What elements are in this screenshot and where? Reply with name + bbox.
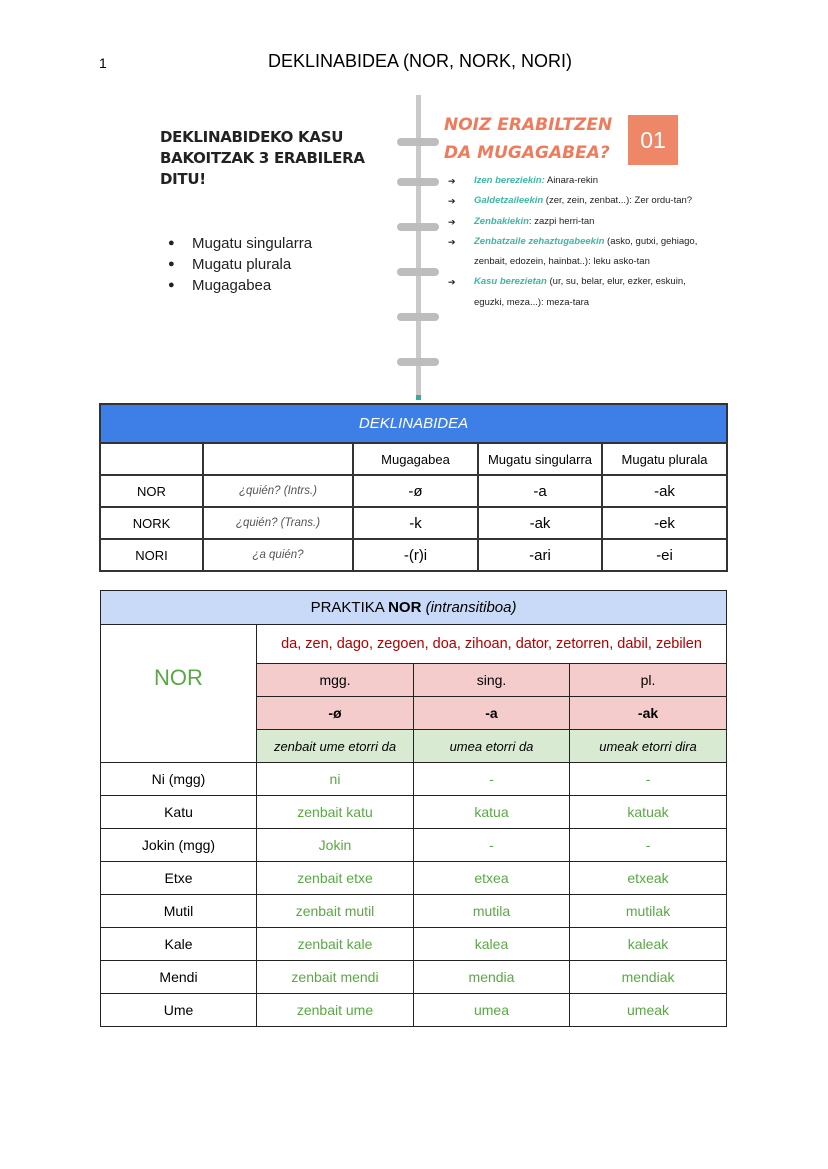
answer-mgg: zenbait mutil	[257, 895, 414, 928]
usage-bullet-list	[168, 233, 312, 296]
word-cell: Mendi	[101, 961, 257, 994]
answer-pl: mutilak	[570, 895, 727, 928]
declension-table-title: DEKLINABIDEA	[100, 404, 727, 443]
word-cell: Etxe	[101, 862, 257, 895]
example-sentence: umea etorri da	[414, 730, 570, 763]
case-name: NORK	[100, 507, 203, 539]
use-text: (ur, su, belar, elur, ezker, eskuin, eguzki, meza...): meza-tara	[474, 276, 686, 308]
answer-pl: kaleak	[570, 928, 727, 961]
column-header: Mugatu plurala	[602, 443, 727, 475]
table-row	[100, 475, 727, 507]
use-item	[448, 191, 713, 211]
case-name: NOR	[100, 475, 203, 507]
answer-sing: mutila	[414, 895, 570, 928]
use-keyword: Galdetzaileekin	[474, 195, 544, 207]
mugagabea-uses-list	[448, 171, 713, 313]
declension-header-row	[100, 443, 727, 475]
use-item	[448, 232, 713, 273]
use-keyword: Zenbatzaile zehaztugabeekin	[474, 235, 605, 247]
use-item	[448, 212, 713, 232]
use-text: Ainara-rekin	[544, 175, 599, 186]
word-cell: Ume	[101, 994, 257, 1027]
bullet-item: ● Mugatu singularra	[168, 233, 312, 254]
suffix-mugagabea: -(r)i	[353, 539, 478, 571]
column-header: Mugagabea	[353, 443, 478, 475]
use-text: : zazpi herri-tan	[528, 215, 595, 227]
table-row	[101, 928, 727, 961]
example-sentence: umeak etorri dira	[570, 730, 727, 763]
word-cell: Katu	[101, 796, 257, 829]
answer-pl: umeak	[570, 994, 727, 1027]
table-row	[100, 539, 727, 571]
page-title: DEKLINABIDEA (NOR, NORK, NORI)	[267, 51, 573, 71]
suffix-plural: -ak	[602, 475, 727, 507]
answer-pl: mendiak	[570, 961, 727, 994]
answer-mgg: zenbait etxe	[257, 862, 414, 895]
suffix-singular: -a	[478, 475, 602, 507]
answer-sing: kalea	[414, 928, 570, 961]
infographic	[150, 95, 710, 400]
column-header: mgg.	[257, 664, 414, 697]
notebook-ring-icon	[397, 138, 439, 146]
answer-pl: etxeak	[570, 862, 727, 895]
notebook-ring-icon	[397, 358, 439, 366]
answer-mgg: Jokin	[257, 829, 414, 862]
answer-sing: katua	[414, 796, 570, 829]
answer-mgg: zenbait katu	[257, 796, 414, 829]
column-header: pl.	[570, 664, 727, 697]
case-question: ¿a quién?	[203, 539, 353, 571]
answer-sing: umea	[414, 994, 570, 1027]
practice-table-title	[101, 591, 727, 625]
table-row	[101, 895, 727, 928]
practice-table	[100, 590, 727, 1027]
use-keyword: Zenbakiekin	[474, 215, 529, 227]
word-cell: Ni (mgg)	[101, 763, 257, 796]
verb-list: da, zen, dago, zegoen, doa, zihoan, dator, zetorren, dabil, zebilen	[257, 625, 727, 664]
column-header: sing.	[414, 664, 570, 697]
use-item	[448, 171, 713, 191]
table-row	[100, 507, 727, 539]
table-row	[101, 763, 727, 796]
suffix-plural: -ei	[602, 539, 727, 571]
suffix-singular: -ari	[478, 539, 602, 571]
suffix-singular: -ak	[478, 507, 602, 539]
infographic-left-heading: DEKLINABIDEKO KASU BAKOITZAK 3 ERABILERA DITU!	[160, 128, 365, 188]
answer-sing: etxea	[414, 862, 570, 895]
notebook-spine-end	[416, 395, 421, 400]
bullet-item: ● Mugatu plurala	[168, 254, 312, 275]
use-text: (asko, gutxi, gehiago, zenbait, edozein, hainbat..): leku asko-tan	[474, 235, 698, 268]
practice-title-type: (intransitiboa)	[425, 599, 517, 616]
example-sentence: zenbait ume etorri da	[257, 730, 414, 763]
word-cell: Kale	[101, 928, 257, 961]
practice-title-case: NOR	[388, 599, 422, 616]
answer-mgg: zenbait mendi	[257, 961, 414, 994]
use-text: (zer, zein, zenbat...): Zer ordu-tan?	[543, 195, 693, 207]
number-badge: 01	[628, 115, 678, 165]
column-header	[203, 443, 353, 475]
table-row	[101, 961, 727, 994]
answer-pl: -	[570, 829, 727, 862]
use-item	[448, 272, 713, 313]
suffix-header: -ø	[257, 697, 414, 730]
case-label: NOR	[101, 625, 257, 763]
suffix-plural: -ek	[602, 507, 727, 539]
answer-sing: mendia	[414, 961, 570, 994]
suffix-mugagabea: -k	[353, 507, 478, 539]
table-row	[101, 994, 727, 1027]
answer-mgg: zenbait kale	[257, 928, 414, 961]
use-keyword: Kasu berezietan	[474, 276, 547, 288]
word-cell: Mutil	[101, 895, 257, 928]
case-question: ¿quién? (Intrs.)	[203, 475, 353, 507]
answer-mgg: ni	[257, 763, 414, 796]
answer-sing: -	[414, 829, 570, 862]
suffix-header: -a	[414, 697, 570, 730]
table-row	[101, 862, 727, 895]
notebook-ring-icon	[397, 313, 439, 321]
table-row	[101, 829, 727, 862]
bullet-item: ● Mugagabea	[168, 275, 312, 296]
suffix-mugagabea: -ø	[353, 475, 478, 507]
page-number: 1	[99, 55, 107, 71]
case-question: ¿quién? (Trans.)	[203, 507, 353, 539]
answer-pl: -	[570, 763, 727, 796]
answer-pl: katuak	[570, 796, 727, 829]
infographic-right-heading: NOIZ ERABILTZEN DA MUGAGABEA?	[444, 115, 613, 163]
column-header: Mugatu singularra	[478, 443, 602, 475]
column-header	[100, 443, 203, 475]
case-name: NORI	[100, 539, 203, 571]
notebook-ring-icon	[397, 223, 439, 231]
practice-title-prefix: PRAKTIKA	[310, 599, 389, 616]
declension-table	[99, 403, 728, 572]
word-cell: Jokin (mgg)	[101, 829, 257, 862]
answer-mgg: zenbait ume	[257, 994, 414, 1027]
notebook-ring-icon	[397, 178, 439, 186]
use-keyword: Izen bereziekin:	[474, 175, 545, 186]
suffix-header: -ak	[570, 697, 727, 730]
answer-sing: -	[414, 763, 570, 796]
notebook-ring-icon	[397, 268, 439, 276]
table-row	[101, 796, 727, 829]
